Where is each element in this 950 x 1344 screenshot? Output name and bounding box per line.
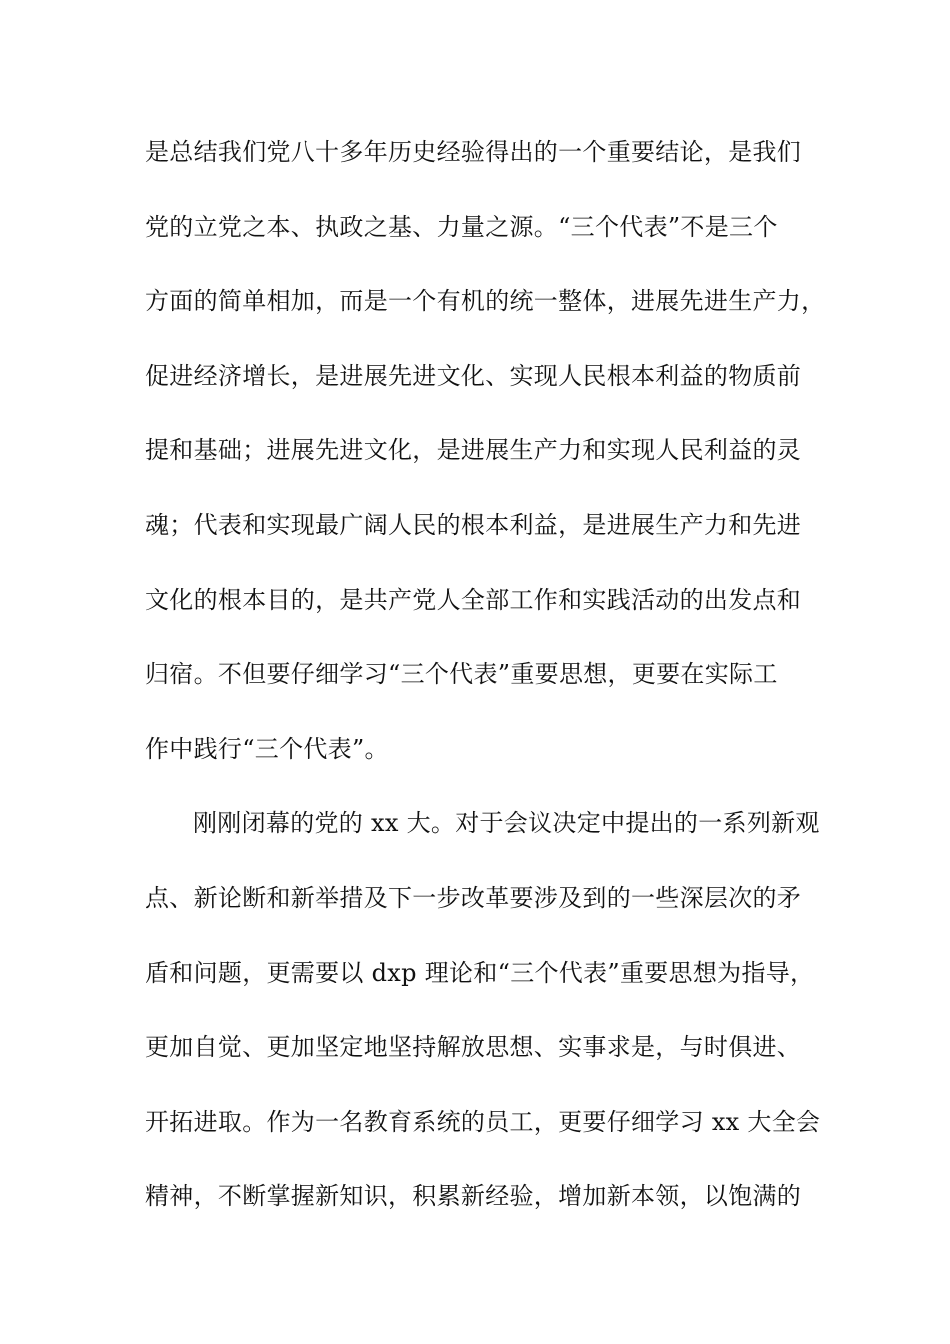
- paragraph-start-line: 刚刚闭幕的党的 xx 大。对于会议决定中提出的一系列新观: [193, 809, 820, 838]
- text-line: 点、新论断和新举措及下一步改革要涉及到的一些深层次的矛: [145, 883, 802, 912]
- text-line: 归宿。不但要仔细学习“三个代表”重要思想，更要在实际工: [145, 660, 778, 689]
- text-line: 是总结我们党八十多年历史经验得出的一个重要结论，是我们: [145, 138, 802, 166]
- text-line: 文化的根本目的，是共产党人全部工作和实践活动的出发点和: [145, 585, 802, 614]
- text-line: 更加自觉、更加坚定地坚持解放思想、实事求是，与时俱进、: [145, 1033, 802, 1062]
- text-line: 盾和问题，更需要以 dxp 理论和“三个代表”重要思想为指导，: [145, 958, 815, 987]
- text-line: 提和基础；进展先进文化，是进展生产力和实现人民利益的灵: [145, 436, 802, 465]
- text-line: 魂；代表和实现最广阔人民的根本利益，是进展生产力和先进: [145, 510, 802, 539]
- text-line: 开拓进取。作为一名教育系统的员工，更要仔细学习 xx 大全会: [145, 1107, 821, 1136]
- text-line: 促进经济增长，是进展先进文化、实现人民根本利益的物质前: [145, 361, 802, 390]
- text-line: 党的立党之本、执政之基、力量之源。“三个代表”不是三个: [145, 212, 778, 241]
- text-line: 精神，不断掌握新知识，积累新经验，增加新本领，以饱满的: [145, 1182, 802, 1211]
- text-line: 作中践行“三个代表”。: [145, 734, 389, 763]
- body-text: [145, 128, 835, 1247]
- text-line: 方面的简单相加，而是一个有机的统一整体，进展先进生产力，: [145, 287, 826, 316]
